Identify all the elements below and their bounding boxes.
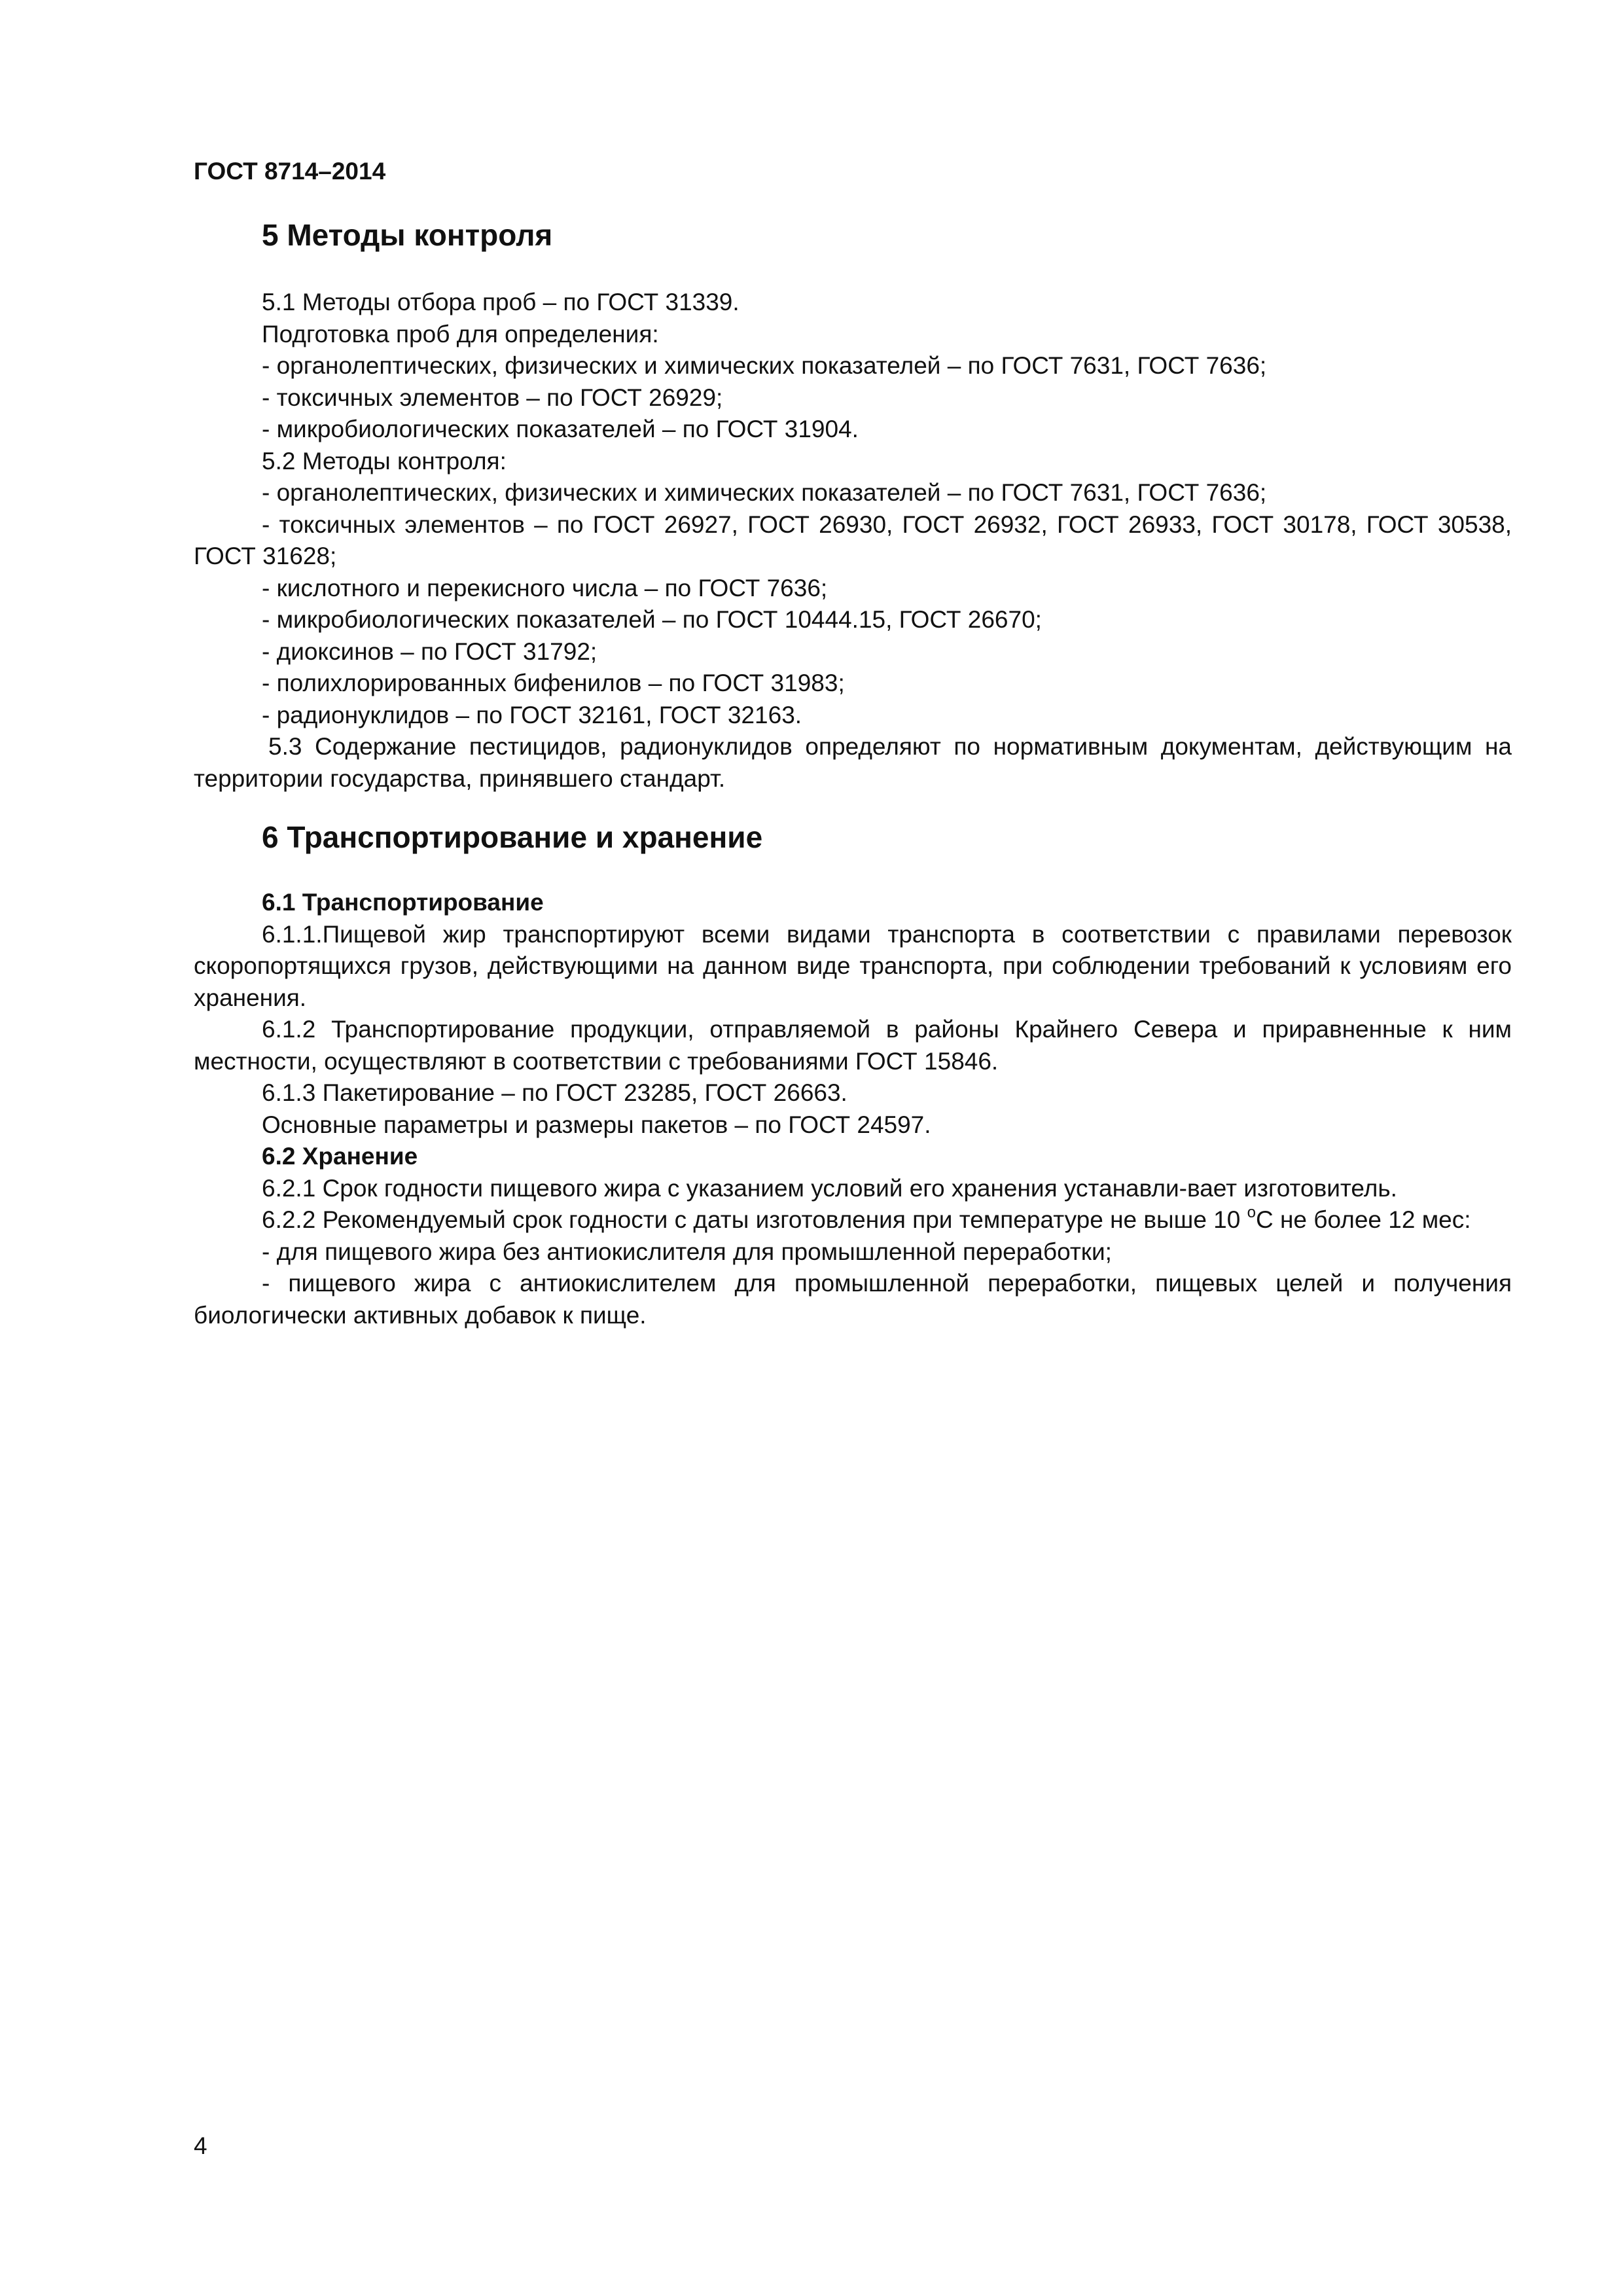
paragraph-pallet-params: Основные параметры и размеры пакетов – по ГОСТ 24597. [262, 1111, 931, 1138]
paragraph-sample-prep: Подготовка проб для определения: [262, 320, 659, 348]
list-item: - органолептических, физических и химических показателей – по ГОСТ 7631, ГОСТ 7636; [262, 479, 1267, 506]
list-item: - радионуклидов – по ГОСТ 32161, ГОСТ 32163. [262, 701, 802, 728]
section-6-title: 6 Транспортирование и хранение [262, 820, 763, 854]
paragraph-6-2-2-text: 6.2.2 Рекомендуемый срок годности с даты изготовления при температуре не выше 10 [262, 1206, 1247, 1233]
paragraph-5-1: 5.1 Методы отбора проб – по ГОСТ 31339. [262, 289, 740, 315]
paragraph-6-2-2 [194, 1204, 1512, 1236]
section-5-title: 5 Методы контроля [262, 218, 553, 252]
paragraph-6-2-2-text-end: С не более 12 мес: [1255, 1206, 1471, 1233]
list-item: - органолептических, физических и химических показателей – по ГОСТ 7631, ГОСТ 7636; [262, 352, 1267, 379]
paragraph-6-1-3: 6.1.3 Пакетирование – по ГОСТ 23285, ГОСТ 26663. [262, 1079, 847, 1106]
subsection-6-2-title: 6.2 Хранение [262, 1143, 418, 1170]
list-item: - микробиологических показателей – по ГОСТ 31904. [262, 416, 859, 442]
list-item: - для пищевого жира без антиокислителя для промышленной переработки; [262, 1238, 1112, 1265]
section-5-body [194, 287, 1512, 795]
subsection-6-1-title: 6.1 Транспортирование [262, 889, 544, 916]
list-item: - кислотного и перекисного числа – по ГОСТ 7636; [262, 574, 828, 601]
paragraph-6-1-1: 6.1.1.Пищевой жир транспортируют всеми видами транспорта в соответствии с правилами перевозок скоропортящихся грузов, действующими на данном виде транспорта, при соблюдении требований к условиям его хранения. [194, 920, 1512, 1011]
list-item: - токсичных элементов – по ГОСТ 26929; [262, 384, 723, 411]
list-item: - пищевого жира с антиокислителем для промышленной переработки, пищевых целей и получения биологически активных добавок к пище. [194, 1270, 1512, 1329]
paragraph-5-2: 5.2 Методы контроля: [262, 447, 507, 475]
list-item: - полихлорированных бифенилов – по ГОСТ 31983; [262, 670, 845, 696]
degree-sign: о [1247, 1204, 1256, 1221]
page-number: 4 [194, 2132, 207, 2159]
list-item: - диоксинов – по ГОСТ 31792; [262, 637, 597, 665]
section-6-body [194, 887, 1512, 1331]
paragraph-6-1-2: 6.1.2 Транспортирование продукции, отправляемой в районы Крайнего Севера и приравненные к ним местности, осуществляют в соответствии с требованиями ГОСТ 15846. [194, 1016, 1512, 1075]
paragraph-5-3: 5.3 Содержание пестицидов, радионуклидов определяют по нормативным документам, действующим на территории государства, принявшего стандарт. [194, 733, 1512, 792]
list-item: - токсичных элементов – по ГОСТ 26927, ГОСТ 26930, ГОСТ 26932, ГОСТ 26933, ГОСТ 30178, ГОСТ 30538, ГОСТ 31628; [194, 511, 1512, 569]
running-header: ГОСТ 8714–2014 [194, 158, 386, 185]
list-item: - микробиологических показателей – по ГОСТ 10444.15, ГОСТ 26670; [262, 606, 1042, 633]
paragraph-6-2-1: 6.2.1 Срок годности пищевого жира с указанием условий его хранения устанавли-вает изготовитель. [262, 1174, 1397, 1202]
